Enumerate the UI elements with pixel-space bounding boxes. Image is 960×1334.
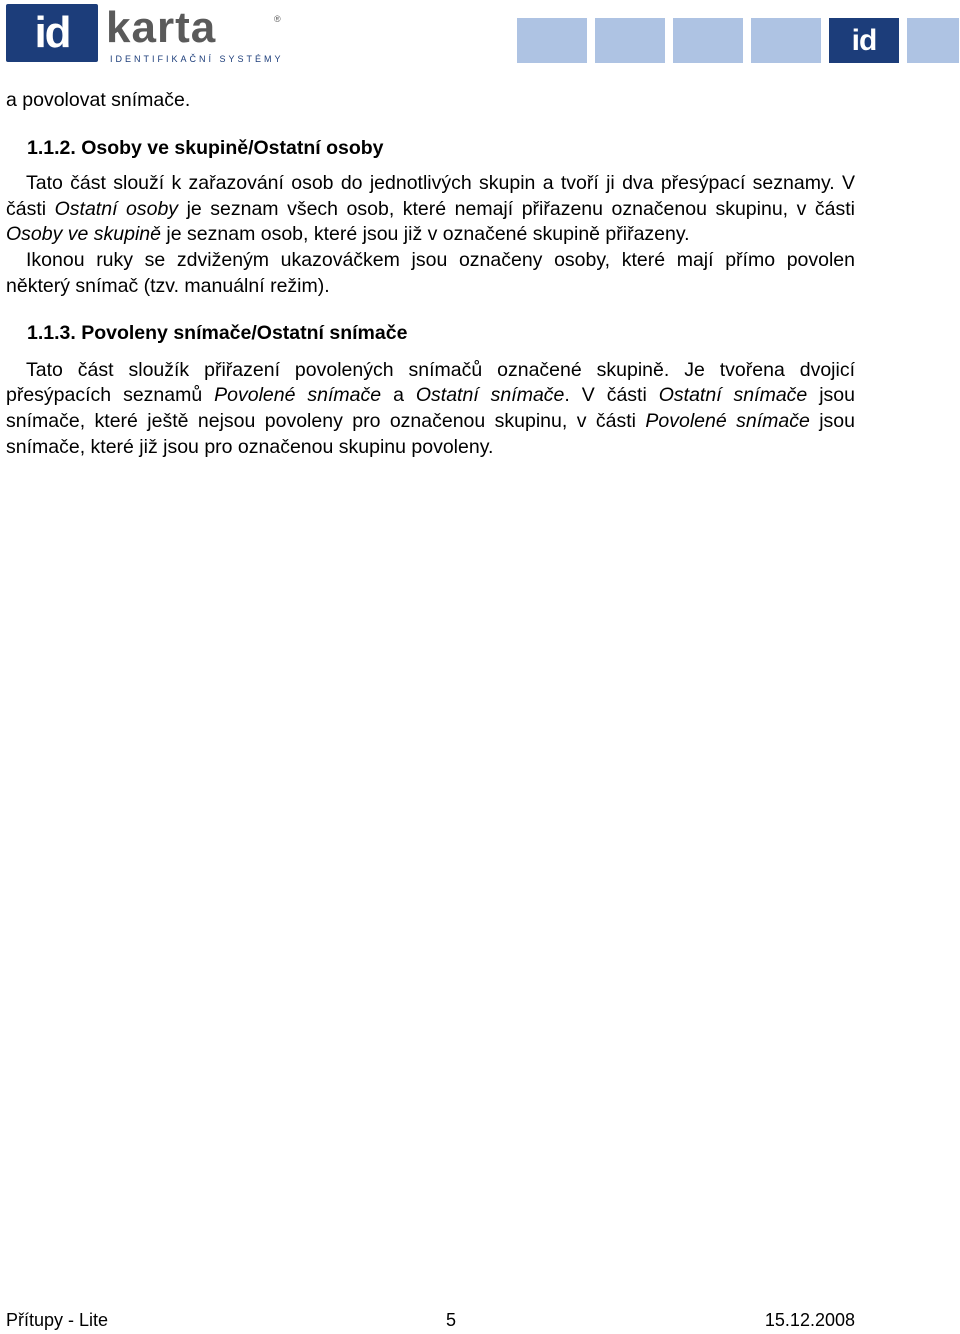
logo-tagline: IDENTIFIKAČNÍ SYSTÉMY (110, 54, 284, 64)
idkarta-logo (6, 4, 286, 64)
header-tiles (517, 18, 959, 63)
page-footer (6, 1310, 855, 1334)
intro-line: a povolovat snímače. (6, 89, 191, 111)
document-body (6, 88, 855, 460)
header-tile (673, 18, 743, 63)
header-tile (751, 18, 821, 63)
paragraph-1-1-3: Tato část sloužík přiřazení povolených snímačů označené skupině. Je tvořena dvojicí přesýpacích seznamů Povolené snímače a Ostatní snímače. V části Ostatní snímače jsou snímače, které ještě nejsou povoleny pro označenou skupinu, v části Povolené snímače jsou snímače, které již jsou pro označenou skupinu povoleny. (6, 358, 855, 458)
header-tile (595, 18, 665, 63)
logo-wordmark: karta (106, 3, 217, 52)
footer-page-number: 5 (446, 1310, 457, 1330)
section-heading-1-1-3: 1.1.3. Povoleny snímače/Ostatní snímače (27, 322, 408, 345)
page-header (0, 0, 960, 66)
logo-id-box: id (6, 4, 98, 62)
header-tile-id-logo: id (829, 18, 899, 63)
footer-document-title: Přítupy - Lite (6, 1310, 109, 1330)
logo-registered-mark: ® (274, 14, 281, 24)
paragraph-1-1-2-a: Tato část slouží k zařazování osob do jednotlivých skupin a tvoří ji dva přesýpací seznamy. V části Ostatní osoby je seznam všech osob, které nemají přiřazenu označenou skupinu, v části Osoby ve skupině je seznam osob, které jsou již v označené skupině přiřazeny. (6, 172, 855, 246)
header-tile (907, 18, 959, 63)
paragraph-1-1-2-b: Ikonou ruky se zdviženým ukazováčkem jsou označeny osoby, které mají přímo povolen některý snímač (tzv. manuální režim). (6, 248, 855, 297)
footer-date: 15.12.2008 (764, 1310, 855, 1330)
section-heading-1-1-2: 1.1.2. Osoby ve skupině/Ostatní osoby (27, 136, 384, 159)
header-tile (517, 18, 587, 63)
